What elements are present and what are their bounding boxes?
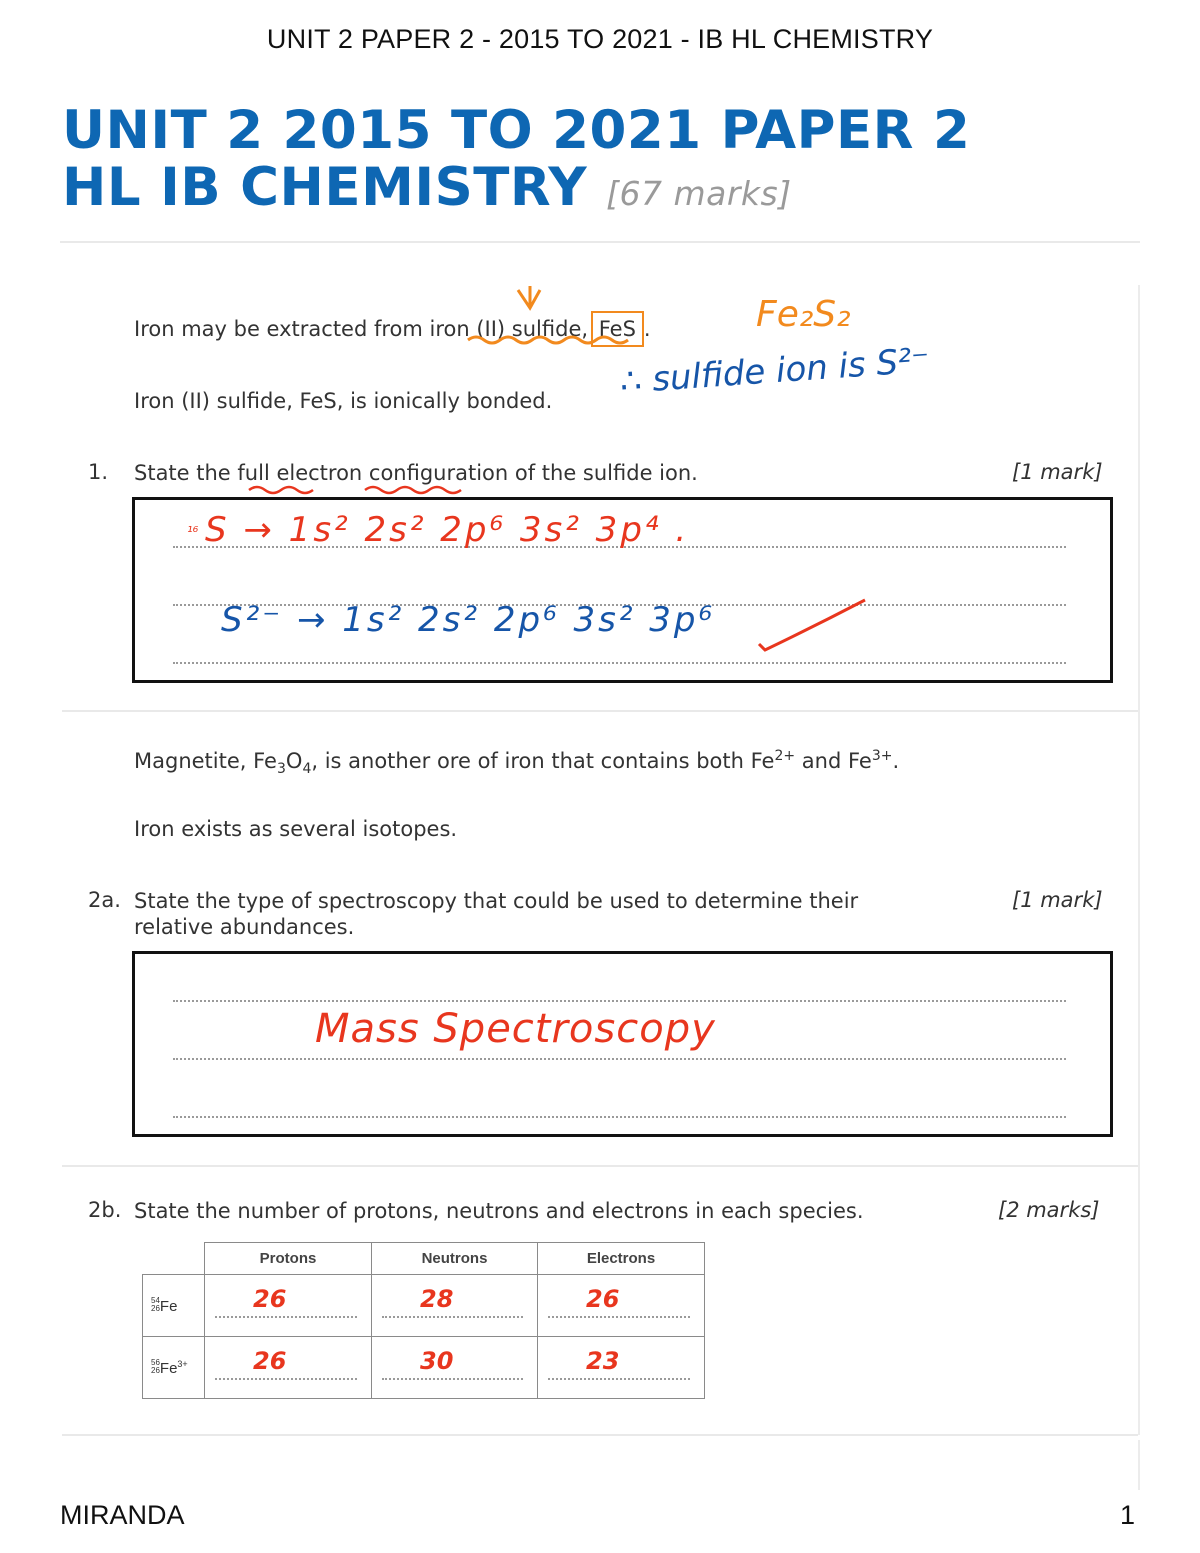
question-1-answer-box[interactable]	[132, 497, 1113, 683]
question-1-number: 1.	[88, 460, 109, 484]
cell-electrons[interactable]: 23	[538, 1337, 705, 1399]
question-1-text: State the full electron configuration of the sulfide ion.	[134, 461, 698, 485]
stem-isotopes: Iron exists as several isotopes.	[134, 817, 458, 841]
question-2b-number: 2b.	[88, 1198, 122, 1222]
section-1-divider	[62, 710, 1138, 712]
cell-electrons[interactable]: 26	[538, 1275, 705, 1337]
stem-magnetite: Magnetite, $Fe_3O_4$, is another ore of iron that contains both $Fe^{2+}$ and $Fe^{3+}$.	[134, 748, 900, 778]
annotation-sulfide-ion: ∴ sulfide ion is S²⁻	[618, 340, 931, 402]
species-fe-54: 54 26Fe	[143, 1275, 205, 1337]
table-row	[143, 1337, 705, 1399]
question-2a-marks: [1 mark]	[1012, 888, 1103, 912]
page-title	[62, 102, 970, 222]
orange-underline-annotation	[460, 282, 660, 352]
answer-2a: Mass Spectroscopy	[315, 1006, 716, 1052]
column-header-electrons: Electrons	[538, 1243, 705, 1275]
red-squiggle-underline	[245, 480, 465, 496]
title-line-1: UNIT 2 2015 TO 2021 PAPER 2	[62, 100, 971, 161]
cell-protons[interactable]: 26	[205, 1275, 372, 1337]
total-marks: [67 marks]	[606, 174, 792, 213]
answer-1-sulfide-config: S²⁻ → 1s² 2s² 2p⁶ 3s² 3p⁶	[221, 600, 716, 640]
stem-ionic-bond: Iron (II) sulfide, FeS, is ionically bonded.	[134, 389, 553, 413]
column-header-protons: Protons	[205, 1243, 372, 1275]
question-2b-marks: [2 marks]	[998, 1198, 1100, 1222]
question-1-marks: [1 mark]	[1012, 460, 1103, 484]
table-row	[143, 1275, 705, 1337]
section-1-right-rule	[1138, 285, 1140, 710]
section-3-right-rule	[1138, 1165, 1140, 1435]
question-2a-text: State the type of spectroscopy that could be used to determine their relative abundances.	[134, 889, 859, 939]
page-number: 1	[1120, 1500, 1136, 1530]
answer-1-atomic-number: ₁₆	[187, 520, 199, 536]
question-2b-text: State the number of protons, neutrons and electrons in each species.	[134, 1199, 864, 1223]
question-2a-answer-box[interactable]	[132, 951, 1113, 1137]
answer-1-sulfur-config: S → 1s² 2s² 2p⁶ 3s² 3p⁴ .	[205, 510, 690, 550]
title-divider	[60, 241, 1140, 243]
section-4-right-rule	[1138, 1440, 1140, 1490]
column-header-neutrons: Neutrons	[372, 1243, 538, 1275]
species-fe-56-ion: 56 $26Fe^{3+}$	[143, 1337, 205, 1399]
cell-neutrons[interactable]: 28	[372, 1275, 538, 1337]
running-header: UNIT 2 PAPER 2 - 2015 TO 2021 - IB HL CHEMISTRY	[266, 24, 934, 54]
title-line-2: HL IB CHEMISTRY	[62, 157, 588, 218]
boxed-fes: FeS	[591, 311, 644, 347]
footer-name: MIRANDA	[60, 1500, 185, 1530]
section-3-divider	[62, 1434, 1138, 1436]
stem-iron-extraction: Iron may be extracted from iron (II) sulfide, FeS .	[134, 316, 651, 342]
isotope-table	[142, 1242, 705, 1399]
section-2-right-rule	[1138, 710, 1140, 1165]
annotation-formula: Fe₂S₂	[756, 294, 851, 335]
section-2-divider	[62, 1165, 1138, 1167]
cell-neutrons[interactable]: 30	[372, 1337, 538, 1399]
tick-mark-icon	[755, 596, 875, 656]
question-2a-number: 2a.	[88, 888, 121, 912]
table-corner	[143, 1243, 205, 1275]
cell-protons[interactable]: 26	[205, 1337, 372, 1399]
